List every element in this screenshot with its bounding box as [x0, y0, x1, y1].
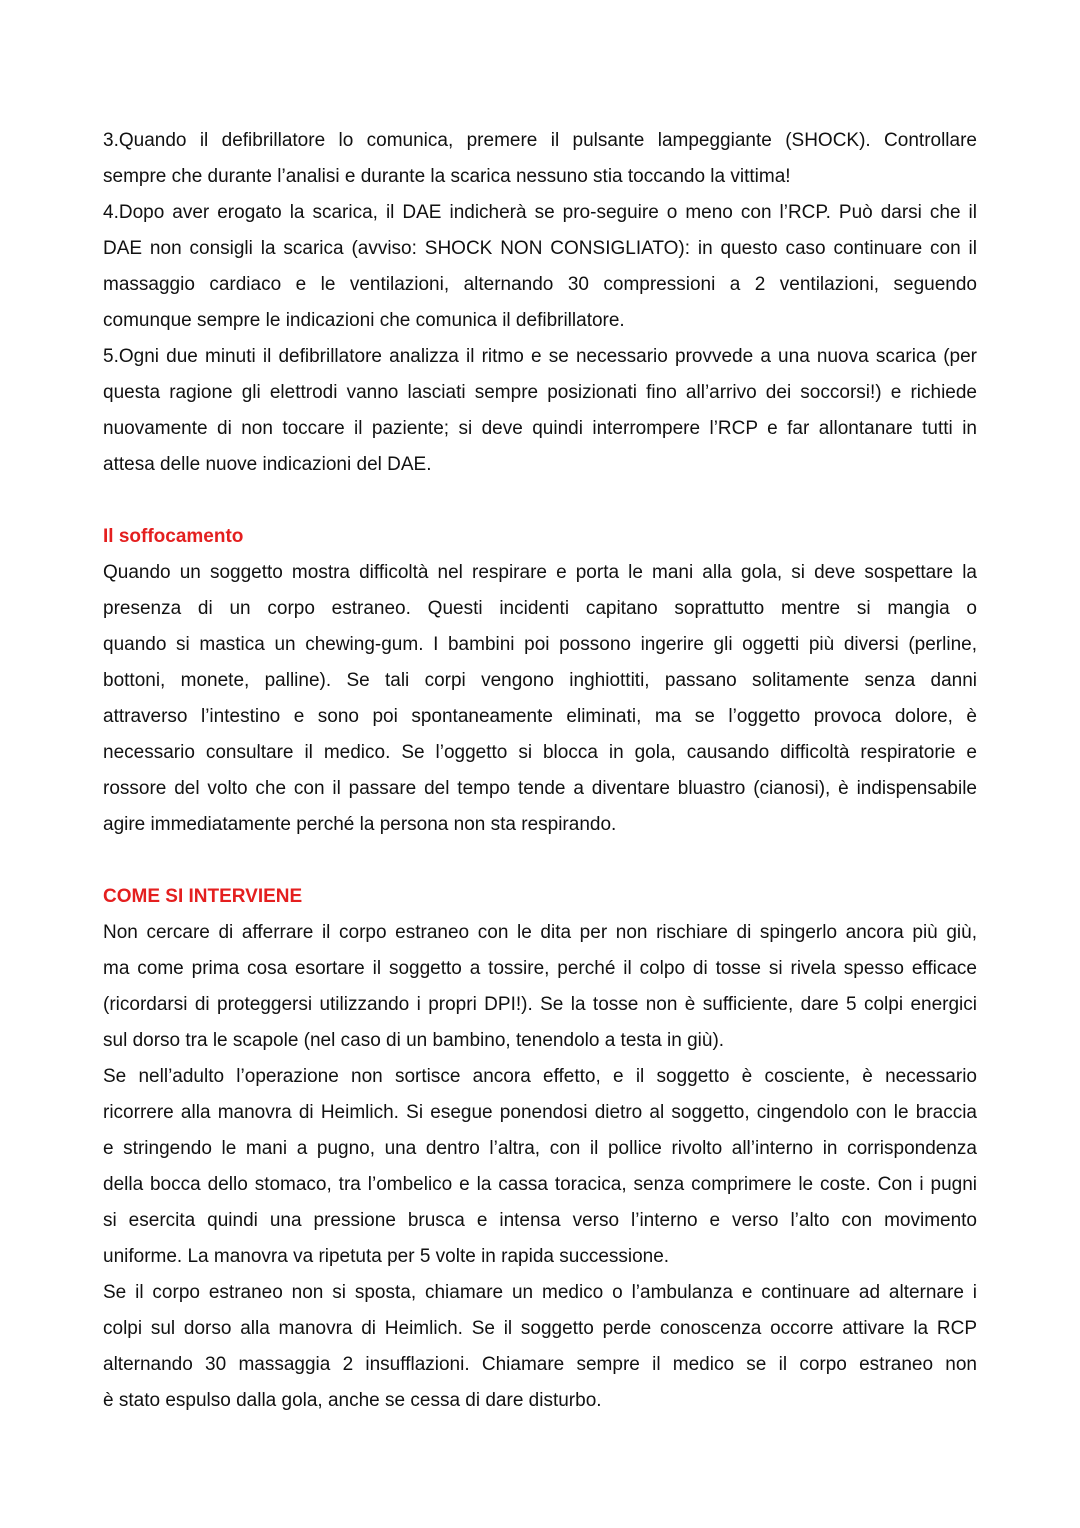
intervento-tosse	[103, 915, 977, 1059]
text-line: colpi sul dorso alla manovra di Heimlich. Se il soggetto perde conoscenza occorre attivare la RCP	[103, 1318, 977, 1339]
text-line: presenza di un corpo estraneo. Questi incidenti capitano soprattutto mentre si mangia o	[103, 598, 977, 619]
step-5	[103, 339, 977, 483]
text-line: 3.Quando il defibrillatore lo comunica, premere il pulsante lampeggiante (SHOCK). Controllare	[103, 130, 977, 151]
text-line: Non cercare di afferrare il corpo estraneo con le dita per non rischiare di spingerlo ancora più giù,	[103, 922, 977, 943]
text-line: sempre che durante l’analisi e durante la scarica nessuno stia toccando la vittima!	[103, 166, 791, 187]
text-line: sul dorso tra le scapole (nel caso di un bambino, tenendolo a testa in giù).	[103, 1030, 725, 1051]
text-line: ma come prima cosa esortare il soggetto a tossire, perché il colpo di tosse si rivela spesso efficace	[103, 958, 977, 979]
text-line: alternando 30 massaggia 2 insufflazioni. Chiamare sempre il medico se il corpo estraneo non	[103, 1354, 977, 1375]
step-3	[103, 123, 977, 195]
text-line: e stringendo le mani a pugno, una dentro l’altra, con il pollice rivolto all’interno in corrispondenza	[103, 1138, 977, 1159]
text-line: necessario consultare il medico. Se l’oggetto si blocca in gola, causando difficoltà respiratorie e	[103, 742, 977, 763]
soffocamento-text	[103, 555, 977, 843]
text-line: comunque sempre le indicazioni che comunica il defibrillatore.	[103, 310, 625, 331]
text-line: rossore del volto che con il passare del tempo tende a diventare bluastro (cianosi), è indispensabile	[103, 778, 977, 799]
text-line: agire immediatamente perché la persona non sta respirando.	[103, 814, 617, 835]
text-line: Quando un soggetto mostra difficoltà nel respirare e porta le mani alla gola, si deve sospettare la	[103, 562, 977, 583]
heading-soffocamento: Il soffocamento	[103, 526, 244, 547]
heading-come-si-interviene: COME SI INTERVIENE	[103, 886, 303, 907]
intervento-rcp	[103, 1275, 977, 1419]
text-line: bottoni, monete, palline). Se tali corpi vengono inghiottiti, passano solitamente senza danni	[103, 670, 977, 691]
text-line: ricorrere alla manovra di Heimlich. Si esegue ponendosi dietro al soggetto, cingendolo con le braccia	[103, 1102, 977, 1123]
text-line: quando si mastica un chewing-gum. I bambini poi possono ingerire gli oggetti più diversi (perline,	[103, 634, 977, 655]
step-4	[103, 195, 977, 339]
text-line: massaggio cardiaco e le ventilazioni, alternando 30 compressioni a 2 ventilazioni, seguendo	[103, 274, 977, 295]
blank-line	[103, 483, 977, 519]
text-line: attesa delle nuove indicazioni del DAE.	[103, 454, 432, 475]
text-line: Se il corpo estraneo non si sposta, chiamare un medico o l’ambulanza e continuare ad alternare i	[103, 1282, 977, 1303]
text-line: 5.Ogni due minuti il defibrillatore analizza il ritmo e se necessario provvede a una nuova scarica (per	[103, 346, 977, 367]
text-line: è stato espulso dalla gola, anche se cessa di dare disturbo.	[103, 1390, 602, 1411]
document-page	[103, 123, 977, 1419]
text-line: DAE non consigli la scarica (avviso: SHOCK NON CONSIGLIATO): in questo caso continuare con il	[103, 238, 977, 259]
text-line: si esercita quindi una pressione brusca e intensa verso l’interno e verso l’alto con movimento	[103, 1210, 977, 1231]
text-line: 4.Dopo aver erogato la scarica, il DAE indicherà se pro-seguire o meno con l’RCP. Può darsi che il	[103, 202, 977, 223]
text-line: (ricordarsi di proteggersi utilizzando i propri DPI!). Se la tosse non è sufficiente, dare 5 colpi energici	[103, 994, 977, 1015]
text-line: Se nell’adulto l’operazione non sortisce ancora effetto, e il soggetto è cosciente, è necessario	[103, 1066, 977, 1087]
text-line: nuovamente di non toccare il paziente; si deve quindi interrompere l’RCP e far allontanare tutti in	[103, 418, 977, 439]
text-line: attraverso l’intestino e sono poi spontaneamente eliminati, ma se l’oggetto provoca dolore, è	[103, 706, 977, 727]
text-line: uniforme. La manovra va ripetuta per 5 volte in rapida successione.	[103, 1246, 670, 1267]
text-line: della bocca dello stomaco, tra l’ombelico e la cassa toracica, senza comprimere le coste. Con i pugni	[103, 1174, 977, 1195]
intervento-heimlich	[103, 1059, 977, 1275]
text-line: questa ragione gli elettrodi vanno lasciati sempre posizionati fino all’arrivo dei soccorsi!) e richiede	[103, 382, 977, 403]
blank-line	[103, 843, 977, 879]
